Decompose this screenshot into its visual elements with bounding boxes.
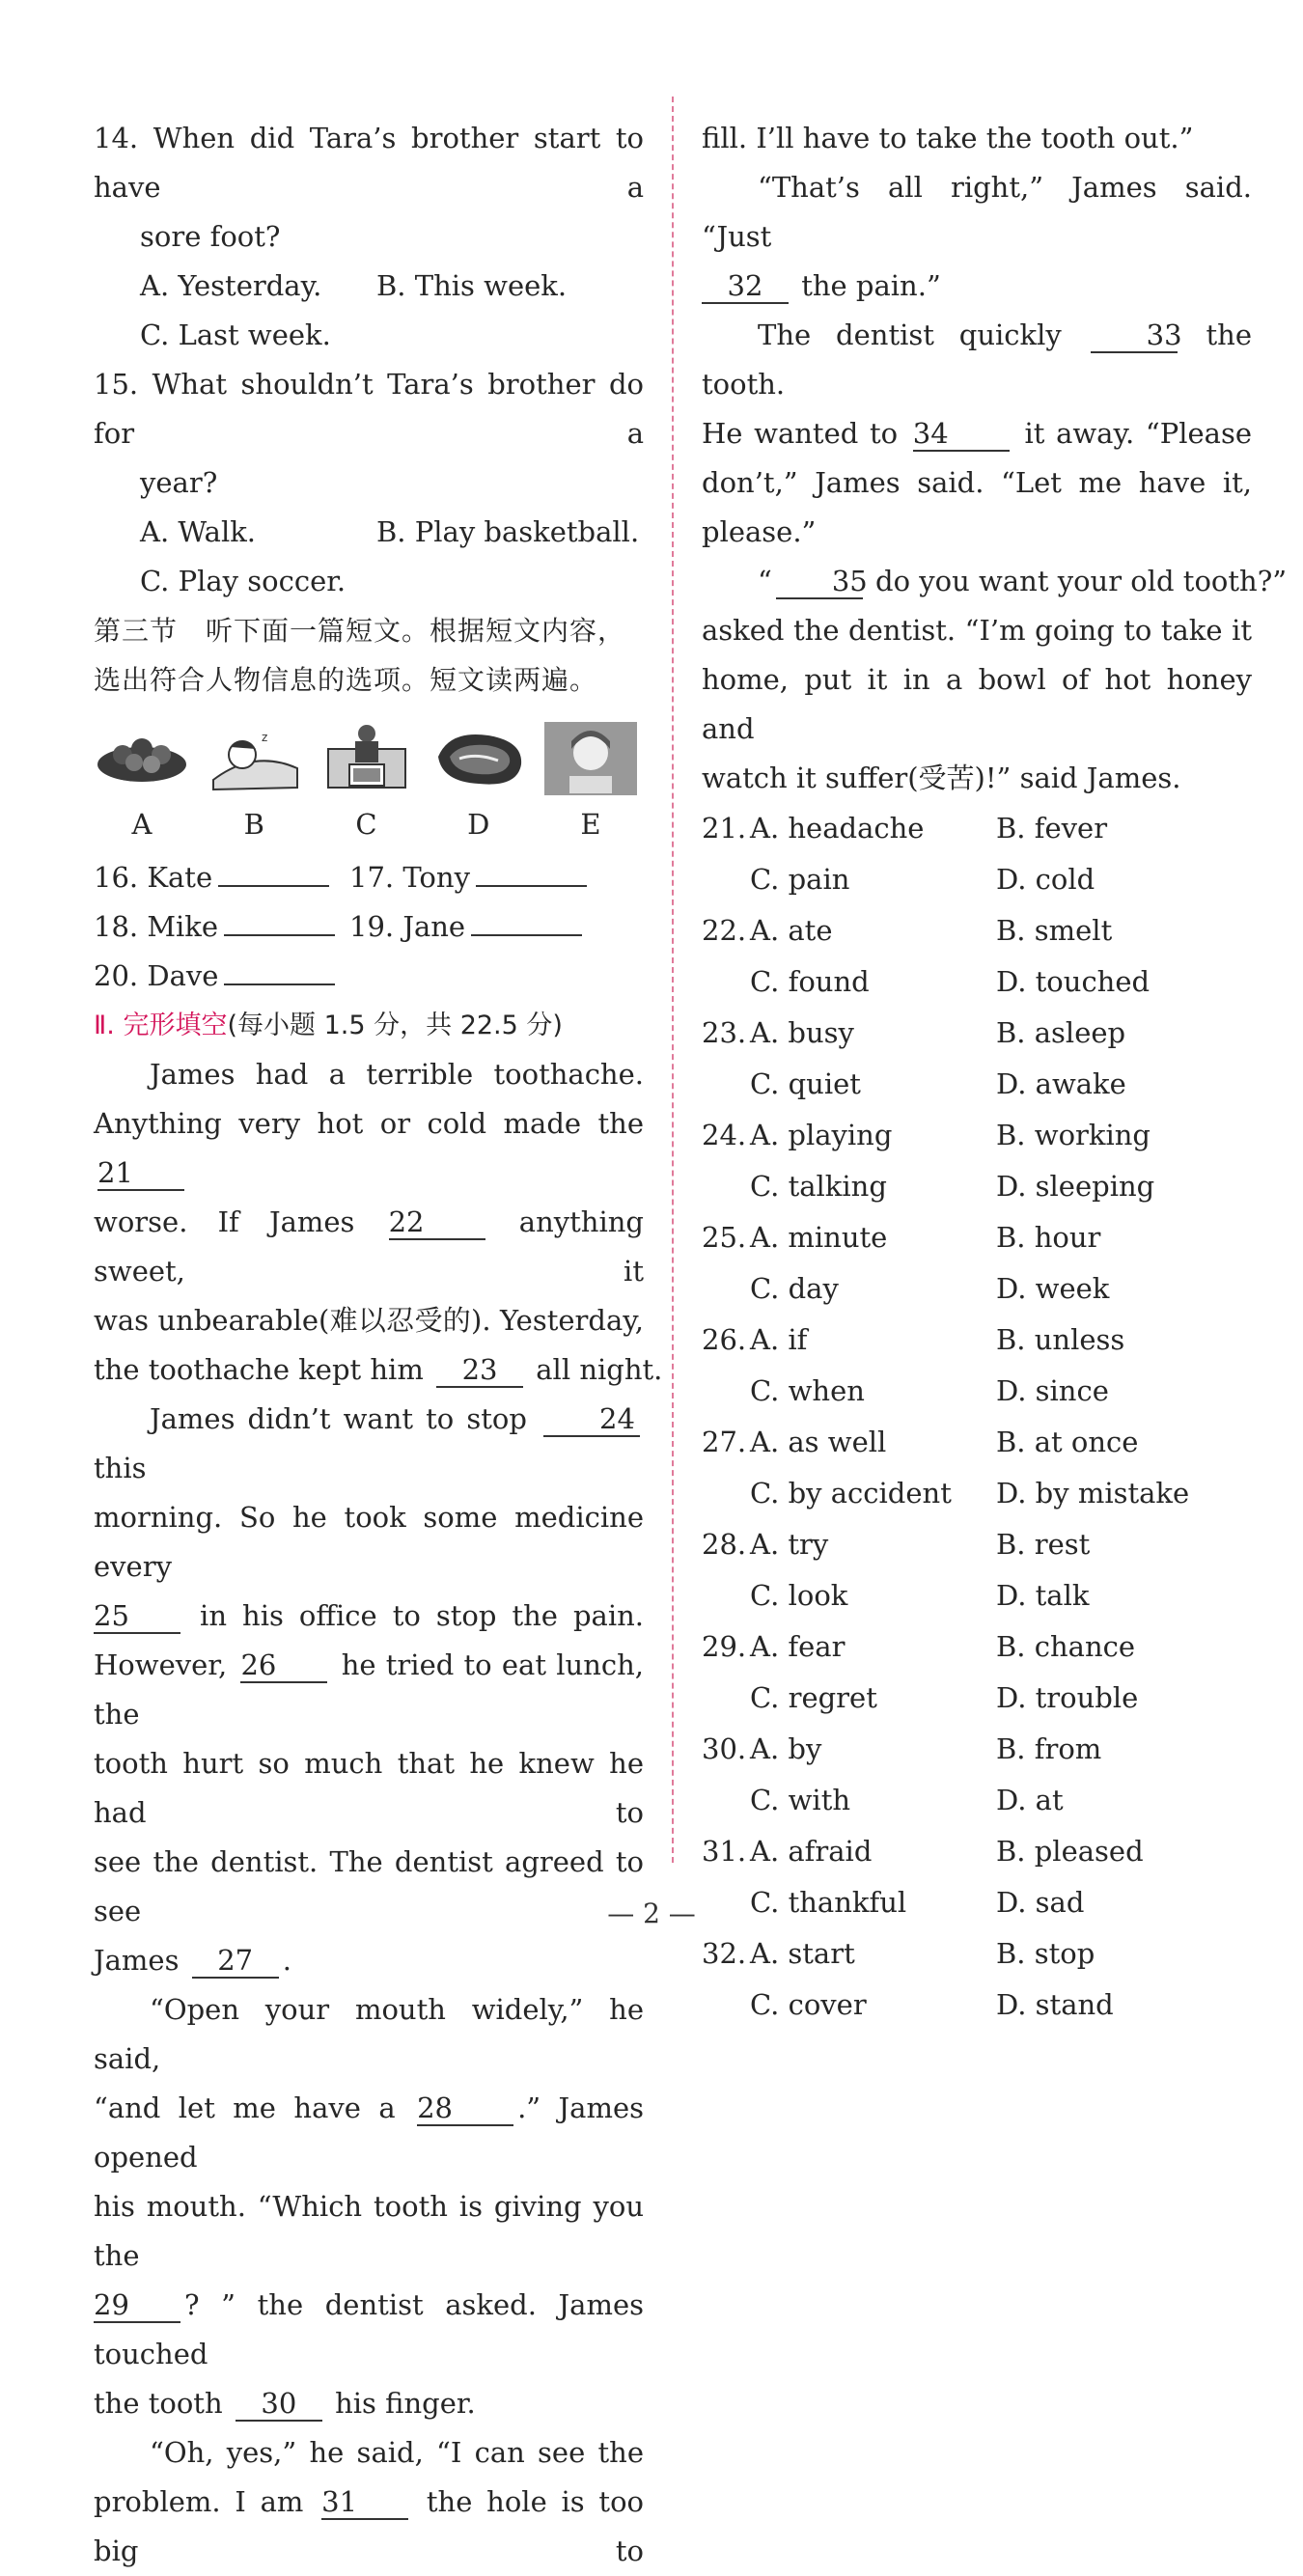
passage-line: the tooth 30 his finger. xyxy=(94,2387,476,2420)
passage-line: “Oh, yes,” he said, “I can see the xyxy=(150,2436,644,2469)
passage-line: “and let me have a 28 .” James opened xyxy=(94,2091,644,2174)
blank-27[interactable]: 27 xyxy=(192,1944,279,1979)
question-number: 32. xyxy=(702,1937,747,1970)
passage-line: the toothache kept him 23 all night. xyxy=(94,1353,663,1386)
option-d[interactable]: D. sad xyxy=(996,1886,1085,1919)
option-row xyxy=(702,803,1252,854)
passage-line: was unbearable(难以忍受的). Yesterday, xyxy=(94,1304,644,1337)
option-row xyxy=(702,1212,1252,1263)
option-a[interactable]: A. ate xyxy=(750,914,833,947)
option-row xyxy=(702,956,1252,1008)
blank-26[interactable]: 26 xyxy=(240,1648,327,1683)
question-number: 28. xyxy=(702,1528,747,1561)
passage-line: 29 ? ” the dentist asked. James touched xyxy=(94,2288,644,2370)
answer-options xyxy=(702,803,1252,2031)
option-d[interactable]: D. sleeping xyxy=(996,1170,1155,1203)
option-row xyxy=(702,905,1252,956)
option-a: A. Walk. xyxy=(140,515,257,548)
passage-line: However, 26 he tried to eat lunch, the xyxy=(94,1648,645,1731)
option-d[interactable]: D. cold xyxy=(996,863,1095,896)
option-a[interactable]: A. start xyxy=(750,1937,855,1970)
question-number: 31. xyxy=(702,1835,747,1868)
option-b[interactable]: B. at once xyxy=(996,1426,1139,1458)
passage-line: see the dentist. The dentist agreed to see xyxy=(94,1845,644,1927)
blank-29[interactable]: 29 xyxy=(94,2288,180,2323)
match-row-1: 16. Kate 17. Tony xyxy=(94,853,644,902)
passage-line: tooth hurt so much that he knew he had to xyxy=(94,1747,644,1829)
option-d[interactable]: D. week xyxy=(996,1272,1110,1305)
option-row xyxy=(702,1775,1252,1826)
question-15-options xyxy=(94,508,644,557)
option-a[interactable]: A. afraid xyxy=(750,1835,873,1868)
option-c[interactable]: C. quiet xyxy=(750,1067,861,1100)
option-b[interactable]: B. rest xyxy=(996,1528,1091,1561)
question-number: 25. xyxy=(702,1221,747,1254)
answer-line-17[interactable] xyxy=(476,858,587,887)
question-number: 23. xyxy=(702,1016,747,1049)
option-b[interactable]: B. hour xyxy=(996,1221,1101,1254)
svg-text:z: z xyxy=(262,731,268,744)
picture-b: z B xyxy=(206,720,302,845)
option-b[interactable]: B. asleep xyxy=(996,1016,1126,1049)
option-row xyxy=(702,1980,1252,2031)
blank-22[interactable]: 22 xyxy=(389,1205,485,1240)
passage-line: morning. So he took some medicine every xyxy=(94,1501,644,1583)
blank-28[interactable]: 28 xyxy=(417,2091,513,2126)
page-number: — 2 — xyxy=(607,1897,696,1929)
option-a[interactable]: A. as well xyxy=(750,1426,887,1458)
option-b[interactable]: B. from xyxy=(996,1732,1102,1765)
option-row xyxy=(702,1826,1252,1877)
option-b[interactable]: B. pleased xyxy=(996,1835,1144,1868)
option-b[interactable]: B. smelt xyxy=(996,914,1113,947)
option-c[interactable]: C. when xyxy=(750,1374,865,1407)
option-c: C. Play soccer. xyxy=(140,565,347,597)
option-row xyxy=(702,1315,1252,1366)
option-c: C. Last week. xyxy=(140,319,331,351)
option-a[interactable]: A. minute xyxy=(750,1221,888,1254)
option-d[interactable]: D. by mistake xyxy=(996,1477,1190,1510)
passage-line: 32 the pain.” xyxy=(702,262,1252,311)
option-d[interactable]: D. stand xyxy=(996,1988,1114,2021)
option-d[interactable]: D. touched xyxy=(996,965,1151,998)
option-row xyxy=(702,854,1252,905)
passage-line: worse. If James 22 anything sweet, it xyxy=(94,1205,644,1288)
option-c[interactable]: C. found xyxy=(750,965,870,998)
option-c[interactable]: C. pain xyxy=(750,863,850,896)
picture-options xyxy=(94,720,639,845)
option-a[interactable]: A. fear xyxy=(750,1630,846,1663)
option-b[interactable]: B. working xyxy=(996,1119,1151,1151)
passage-line: “ 35 do you want your old tooth?” xyxy=(758,565,1288,597)
section-2-heading: Ⅱ. 完形填空(每小题 1.5 分，共 22.5 分) xyxy=(94,1011,563,1040)
option-row xyxy=(702,1928,1252,1980)
passage-line: home, put it in a bowl of hot honey and xyxy=(702,663,1252,745)
passage-line: fill. I’ll have to take the tooth out.” xyxy=(702,122,1194,154)
option-a[interactable]: A. headache xyxy=(750,812,925,845)
option-row xyxy=(702,1468,1252,1519)
question-number: 26. xyxy=(702,1323,747,1356)
option-c[interactable]: C. cover xyxy=(750,1988,867,2021)
option-row xyxy=(702,1519,1252,1570)
question-number: 29. xyxy=(702,1630,747,1663)
option-b[interactable]: B. fever xyxy=(996,812,1108,845)
option-row xyxy=(702,1263,1252,1315)
option-b[interactable]: B. stop xyxy=(996,1937,1095,1970)
person-watching-tv-image xyxy=(319,720,415,797)
blank-24[interactable]: 24 xyxy=(543,1402,640,1437)
question-number: 24. xyxy=(702,1119,747,1151)
question-14-cont: sore foot? xyxy=(140,220,281,253)
option-row xyxy=(702,1570,1252,1621)
option-a[interactable]: A. if xyxy=(750,1323,808,1356)
right-column xyxy=(702,114,1288,2031)
question-number: 21. xyxy=(702,812,747,845)
blank-31[interactable]: 31 xyxy=(321,2485,408,2520)
question-number: 22. xyxy=(702,914,747,947)
option-a[interactable]: A. try xyxy=(750,1528,829,1561)
column-divider xyxy=(672,97,674,1863)
blank-25[interactable]: 25 xyxy=(94,1599,180,1634)
section-3-instruction: 选出符合人物信息的选项。短文读两遍。 xyxy=(94,664,598,696)
passage-line: “That’s all right,” James said. “Just xyxy=(702,171,1252,253)
picture-a: A xyxy=(94,720,190,845)
option-b[interactable]: B. chance xyxy=(996,1630,1136,1663)
question-14: 14. When did Tara’s brother start to have a xyxy=(94,122,644,204)
option-c[interactable]: C. look xyxy=(750,1579,848,1612)
blank-21[interactable]: 21 xyxy=(97,1156,184,1191)
fruit-basket-image xyxy=(94,720,190,797)
answer-line-16[interactable] xyxy=(218,858,329,887)
option-row xyxy=(702,1724,1252,1775)
steak-image xyxy=(430,720,527,797)
passage-line: his mouth. “Which tooth is giving you the xyxy=(94,2190,644,2272)
question-15-cont: year? xyxy=(140,466,218,499)
sleeping-person-image xyxy=(206,720,302,797)
passage-line: James didn’t want to stop 24 this xyxy=(94,1395,644,1493)
option-c[interactable]: C. talking xyxy=(750,1170,887,1203)
option-a[interactable]: A. busy xyxy=(750,1016,854,1049)
option-a[interactable]: A. playing xyxy=(750,1119,893,1151)
picture-c: C xyxy=(319,720,415,845)
question-number: 27. xyxy=(702,1426,747,1458)
passage-line: The dentist quickly 33 the tooth. xyxy=(702,319,1253,401)
option-d[interactable]: D. awake xyxy=(996,1067,1126,1100)
option-row xyxy=(702,1673,1252,1724)
option-d[interactable]: D. talk xyxy=(996,1579,1090,1612)
blank-30[interactable]: 30 xyxy=(236,2387,322,2422)
blank-34[interactable]: 34 xyxy=(913,417,1010,452)
blank-33[interactable]: 33 xyxy=(1091,319,1178,353)
option-d[interactable]: D. trouble xyxy=(996,1681,1139,1714)
passage-line: 25 in his office to stop the pain. xyxy=(94,1599,645,1632)
picture-d: D xyxy=(430,720,527,845)
option-c[interactable]: C. with xyxy=(750,1784,851,1816)
question-14-options xyxy=(94,262,644,311)
girl-eating-image xyxy=(542,720,639,797)
question-15: 15. What shouldn’t Tara’s brother do for a xyxy=(94,368,644,450)
option-c[interactable]: C. by accident xyxy=(750,1477,952,1510)
blank-32[interactable]: 32 xyxy=(702,269,789,304)
answer-line-19[interactable] xyxy=(471,907,582,936)
option-b: B. Play basketball. xyxy=(376,515,640,548)
passage-line: asked the dentist. “I’m going to take it xyxy=(702,614,1252,647)
passage-line: James had a terrible toothache. xyxy=(150,1058,644,1091)
picture-e: E xyxy=(542,720,639,845)
blank-35[interactable]: 35 xyxy=(776,565,863,599)
option-c[interactable]: C. day xyxy=(750,1272,839,1305)
option-row xyxy=(702,1161,1252,1212)
passage-line: please.” xyxy=(702,515,817,548)
passage-line: Anything very hot or cold made the 21 xyxy=(94,1107,644,1189)
passage-line: problem. I am 31 the hole is too big to xyxy=(94,2485,644,2567)
passage-line: watch it suffer(受苦)!” said James. xyxy=(702,762,1181,794)
option-row xyxy=(702,1621,1252,1673)
question-number: 30. xyxy=(702,1732,747,1765)
passage-line: James 27 . xyxy=(94,1944,291,1977)
option-a: A. Yesterday. xyxy=(140,269,322,302)
option-c[interactable]: C. regret xyxy=(750,1681,877,1714)
option-c[interactable]: C. thankful xyxy=(750,1886,907,1919)
option-row xyxy=(702,1366,1252,1417)
option-b: B. This week. xyxy=(376,269,568,302)
blank-23[interactable]: 23 xyxy=(436,1353,523,1388)
option-d[interactable]: D. since xyxy=(996,1374,1109,1407)
passage-line: “Open your mouth widely,” he said, xyxy=(94,1993,644,2075)
option-b[interactable]: B. unless xyxy=(996,1323,1125,1356)
option-d[interactable]: D. at xyxy=(996,1784,1064,1816)
option-row xyxy=(702,1417,1252,1468)
option-row xyxy=(702,1110,1252,1161)
answer-line-18[interactable] xyxy=(224,907,335,936)
left-column xyxy=(94,114,663,2576)
answer-line-20[interactable] xyxy=(224,956,335,985)
match-row-2: 18. Mike 19. Jane xyxy=(94,902,644,952)
match-row-3: 20. Dave xyxy=(94,952,644,1001)
option-row xyxy=(702,1059,1252,1110)
option-row xyxy=(702,1008,1252,1059)
passage-line: don’t,” James said. “Let me have it, xyxy=(702,466,1252,499)
passage-line: He wanted to 34 it away. “Please xyxy=(702,417,1253,450)
option-a[interactable]: A. by xyxy=(750,1732,822,1765)
section-3-heading: 第三节 听下面一篇短文。根据短文内容， xyxy=(94,615,626,647)
